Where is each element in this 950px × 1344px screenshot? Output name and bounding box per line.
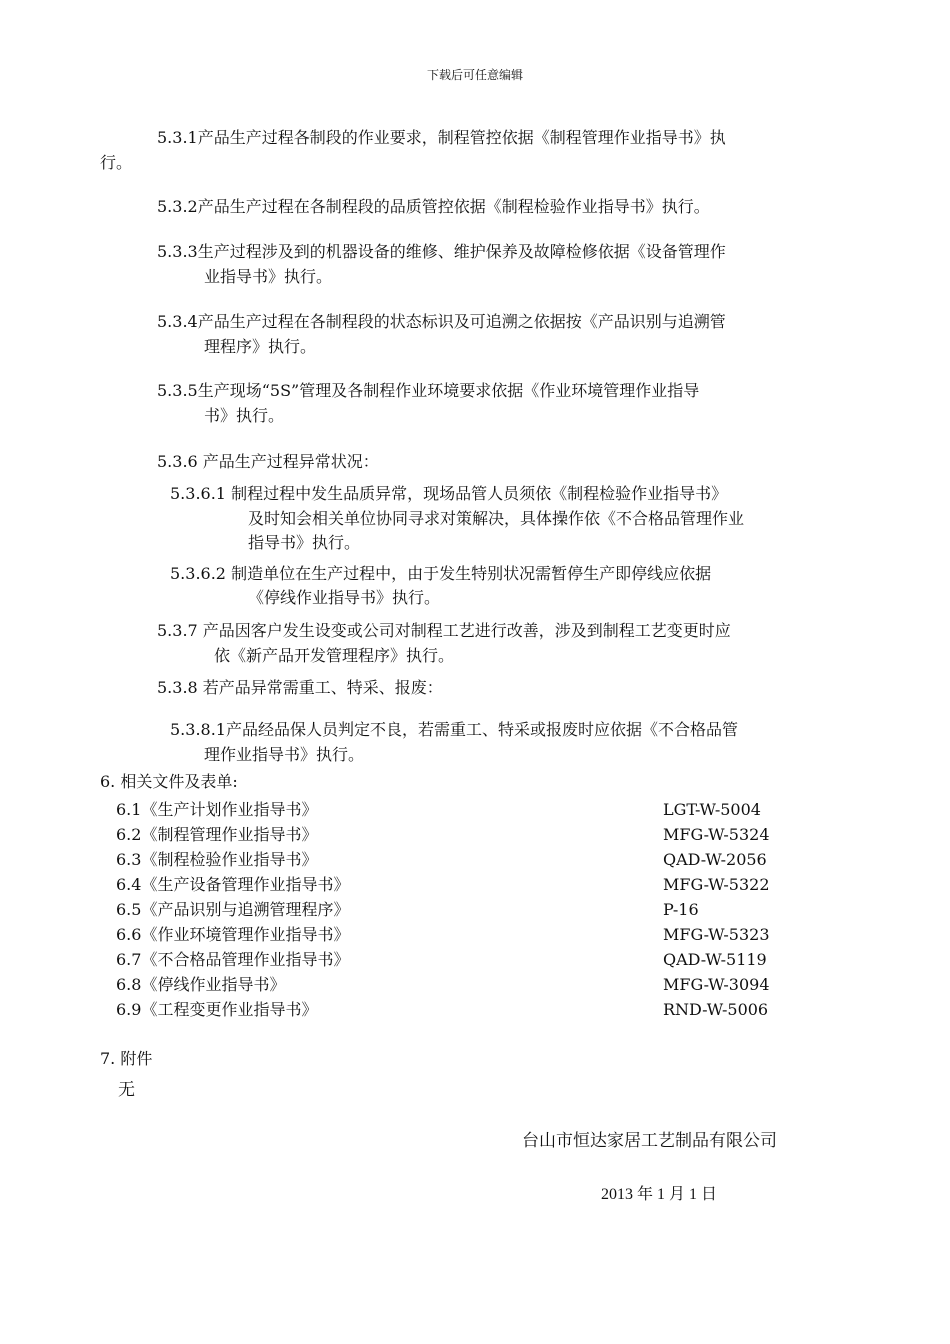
doc-name: 6.4《生产设备管理作业指导书》 <box>116 875 350 894</box>
doc-code: QAD-W-5119 <box>663 950 767 969</box>
section-7-title: 7. 附件 <box>100 1049 153 1068</box>
doc-code: MFG-W-3094 <box>663 975 770 994</box>
section-5-3-6-1-line3: 指导书》执行。 <box>248 533 361 552</box>
header-note: 下载后可任意编辑 <box>426 68 523 82</box>
doc-name: 6.2《制程管理作业指导书》 <box>116 825 318 844</box>
doc-code: MFG-W-5324 <box>663 825 770 844</box>
section-5-3-6-1-line1: 5.3.6.1 制程过程中发生品质异常，现场品管人员须依《制程检验作业指导书》 <box>170 484 728 503</box>
doc-code: MFG-W-5322 <box>663 875 770 894</box>
document-date: 2013 年 1 月 1 日 <box>601 1186 718 1203</box>
section-5-3-2-line1: 5.3.2产品生产过程在各制程段的品质管控依据《制程检验作业指导书》执行。 <box>157 197 710 216</box>
doc-code: QAD-W-2056 <box>663 850 767 869</box>
doc-name: 6.6《作业环境管理作业指导书》 <box>116 925 350 944</box>
doc-name: 6.3《制程检验作业指导书》 <box>116 850 318 869</box>
doc-name: 6.8《停线作业指导书》 <box>116 975 286 994</box>
section-5-3-1-line2: 行。 <box>100 153 133 172</box>
doc-code: MFG-W-5323 <box>663 925 770 944</box>
doc-code: RND-W-5006 <box>663 1000 769 1019</box>
section-5-3-6-2-line1: 5.3.6.2 制造单位在生产过程中，由于发生特别状况需暂停生产即停线应依据 <box>170 564 712 583</box>
doc-name: 6.1《生产计划作业指导书》 <box>116 800 318 819</box>
section-5-3-6-2-line2: 《停线作业指导书》执行。 <box>248 588 441 607</box>
section-6-title: 6. 相关文件及表单: <box>100 772 238 791</box>
section-5-3-6-1-line2: 及时知会相关单位协同寻求对策解决，具体操作依《不合格品管理作业 <box>248 509 745 528</box>
section-5-3-5-line1: 5.3.5生产现场“5S”管理及各制程作业环境要求依据《作业环境管理作业指导 <box>157 381 700 400</box>
doc-name: 6.7《不合格品管理作业指导书》 <box>116 950 350 969</box>
doc-name: 6.9《工程变更作业指导书》 <box>116 1000 318 1019</box>
doc-code: LGT-W-5004 <box>663 800 761 819</box>
doc-code: P-16 <box>663 900 699 919</box>
section-5-3-3-line2: 业指导书》执行。 <box>204 267 333 286</box>
section-5-3-7-line1: 5.3.7 产品因客户发生设变或公司对制程工艺进行改善，涉及到制程工艺变更时应 <box>157 621 731 640</box>
company-name: 台山市恒达家居工艺制品有限公司 <box>522 1131 777 1151</box>
doc-name: 6.5《产品识别与追溯管理程序》 <box>116 900 350 919</box>
section-5-3-4-line1: 5.3.4产品生产过程在各制程段的状态标识及可追溯之依据按《产品识别与追溯管 <box>157 312 726 331</box>
section-5-3-4-line2: 理程序》执行。 <box>204 337 317 356</box>
section-5-3-6-line1: 5.3.6 产品生产过程异常状况： <box>157 452 379 471</box>
section-5-3-7-line2: 依《新产品开发管理程序》执行。 <box>214 646 455 665</box>
section-5-3-1-line1: 5.3.1产品生产过程各制段的作业要求，制程管控依据《制程管理作业指导书》执 <box>157 128 726 147</box>
section-5-3-3-line1: 5.3.3生产过程涉及到的机器设备的维修、维护保养及故障检修依据《设备管理作 <box>157 242 726 261</box>
section-5-3-8-line1: 5.3.8 若产品异常需重工、特采、报废： <box>157 678 443 697</box>
section-5-3-5-line2: 书》执行。 <box>204 406 285 425</box>
section-5-3-8-1-line2: 理作业指导书》执行。 <box>204 745 365 764</box>
section-5-3-8-1-line1: 5.3.8.1产品经品保人员判定不良，若需重工、特采或报废时应依据《不合格品管 <box>170 720 738 739</box>
section-7-content: 无 <box>118 1080 135 1100</box>
